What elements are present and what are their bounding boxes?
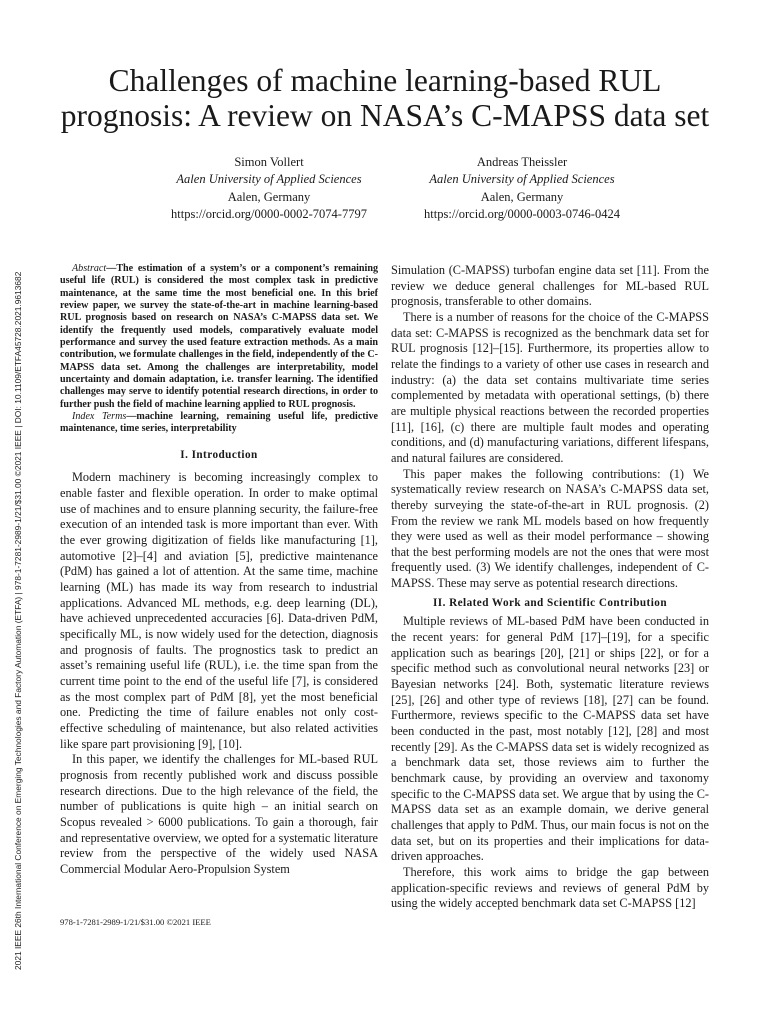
body-paragraph: In this paper, we identify the challenges for ML-based RUL prognosis from recently published work and discuss possible research directions. Due to the high relevance of the field, the number of publications is quite high – an initial search on Scopus revealed > 6000 publications. To gain a thorough, fair and representative overview, we opted for a systematic literature review from the perspective of the widely used NASA Commercial Modular Aero-Propulsion System bbox=[60, 752, 378, 876]
body-paragraph: There is a number of reasons for the choice of the C-MAPSS data set: C-MAPSS is recognized as the benchmark data set for RUL prognosis [12]–[15]. Furthermore, its properties allow to relate the findings to a variety of other use cases in research and industry: (a) the data set contains multivariate time series complemented by metadata with operational settings, (b) there are multiple physical reactions between the recorded properties [11], [16], (c) there are multiple fault modes and operating conditions, and (d) manufacturing variations, different lifespans, and natural failures are considered. bbox=[391, 309, 709, 465]
abstract-text: —The estimation of a system’s or a component’s remaining useful life (RUL) is considered the most complex task in predictive maintenance, at the same time the most beneficial one. In this brief review paper, we survey the state-of-the-art in machine learning-based RUL prognosis based on research on NASA’s C-MAPSS data set. We identify the frequently used models, comparatively evaluate model performance and survey the used feature extraction methods. As a main contribution, we formulate challenges in the field, independently of the C-MAPSS data set. Among the challenges are interpretability, model uncertainty and domain adaptation, i.e. transfer learning. The identified challenges may serve to identify potential research directions, in order to further push the field of machine learning applied to RUL prognosis. bbox=[60, 263, 378, 410]
author-block-1 bbox=[124, 154, 414, 223]
index-terms-label: Index Terms bbox=[72, 411, 127, 423]
right-column bbox=[391, 263, 709, 912]
author-block-2 bbox=[377, 154, 667, 223]
paper-title bbox=[40, 63, 730, 133]
author-affiliation: Aalen University of Applied Sciences bbox=[429, 172, 615, 187]
side-note-text: 2021 IEEE 26th International Conference on Emerging Technologies and Factory Automation (ETFA) | 978-1-7281-2989-1/21/$31.00 ©2021 IEEE | DOI: 10.1109/ETFA45728.2021.9613682 bbox=[13, 271, 23, 970]
index-terms bbox=[60, 411, 378, 436]
author-orcid-link[interactable]: https://orcid.org/0000-0003-0746-0424 bbox=[424, 206, 620, 221]
body-paragraph: Therefore, this work aims to bridge the gap between application-specific reviews and reviews of general PdM by using the widely accepted benchmark data set C-MAPSS [12] bbox=[391, 864, 709, 911]
author-location: Aalen, Germany bbox=[227, 189, 311, 204]
author-location: Aalen, Germany bbox=[480, 189, 564, 204]
author-name: Simon Vollert bbox=[234, 155, 304, 169]
author-name: Andreas Theissler bbox=[476, 155, 568, 169]
index-terms-text: —machine learning, remaining useful life, predictive maintenance, time series, interpretability bbox=[60, 411, 378, 435]
body-paragraph: Multiple reviews of ML-based PdM have been conducted in the recent years: for general PdM [17]–[19], for a specific application such as bearings [20], [21] or ships [22], or for a specific method such as convolutional neural networks [23] or Bayesian networks [24]. Both, systematic literature reviews [25], [26] and other type of reviews [18], [27] can be found. Furthermore, reviews specific to the C-MAPSS data set have been conducted in the past, most notably [12], [28] and most recently [29]. As the C-MAPSS data set is widely recognized as a benchmark data set, those reviews aim to further the benchmark cause, by providing an overview and taxonomy specific to the C-MAPSS data set. We argue that by using the C-MAPSS data set as an example domain, we derive general challenges that apply to PdM. Thus, our main focus is not on the data set, but on its properties and their implications for data-driven approaches. bbox=[391, 614, 709, 864]
abstract bbox=[60, 263, 378, 411]
author-orcid-link[interactable]: https://orcid.org/0000-0002-7074-7797 bbox=[171, 206, 367, 221]
section-heading-introduction: I. Introduction bbox=[180, 448, 258, 461]
paper-title-line-1: Challenges of machine learning-based RUL bbox=[108, 63, 662, 98]
author-affiliation: Aalen University of Applied Sciences bbox=[176, 172, 362, 187]
side-note bbox=[4, 162, 22, 970]
body-paragraph: This paper makes the following contributions: (1) We systematically review research on NASA’s C-MAPSS data set, thereby surveying the state-of-the-art in RUL prognosis. (2) From the review we rank ML models based on how frequently they were used as well as their model performance – showing that the best performing models are not the ones that were most frequently used. (3) We identify challenges, independent of C-MAPSS. These may serve as potential research directions. bbox=[391, 466, 709, 591]
left-column bbox=[60, 263, 378, 878]
body-paragraph: Simulation (C-MAPSS) turbofan engine data set [11]. From the review we deduce general challenges for ML-based RUL prognosis, transferable to other domains. bbox=[391, 263, 709, 309]
body-paragraph: Modern machinery is becoming increasingly complex to enable faster and flexible operation. In order to make optimal use of machines and to ensure planning security, the failure-free execution of an intended task is more important than ever. With the ever growing digitization of fields like manufacturing [1], automotive [2]–[4] and aviation [5], predictive maintenance (PdM) has gained a lot of attention. At the same time, machine learning (ML) has made its way from research to industrial applications. Advanced ML methods, e.g. deep learning (DL), have achieved unprecedented accuracies [6]. Data-driven PdM, specifically ML, is now widely used for the detection, diagnosis and prognosis of faults. The prognostics task to predict an asset’s remaining useful life (RUL), i.e. the time span from the current time point to the end of the useful life [7], is considered as the most complex part of PdM [8], yet the most beneficial one. Predicting the time of failure enables not only cost-effective scheduling of maintenance, but also related activities like spare part provisioning [9], [10]. bbox=[60, 470, 378, 751]
section-heading-related-work: II. Related Work and Scientific Contribution bbox=[432, 596, 668, 609]
paper-title-line-2: prognosis: A review on NASA’s C-MAPSS data set bbox=[60, 98, 710, 133]
abstract-label: Abstract bbox=[72, 263, 107, 274]
copyright-footer: 978-1-7281-2989-1/21/$31.00 ©2021 IEEE bbox=[60, 917, 211, 927]
